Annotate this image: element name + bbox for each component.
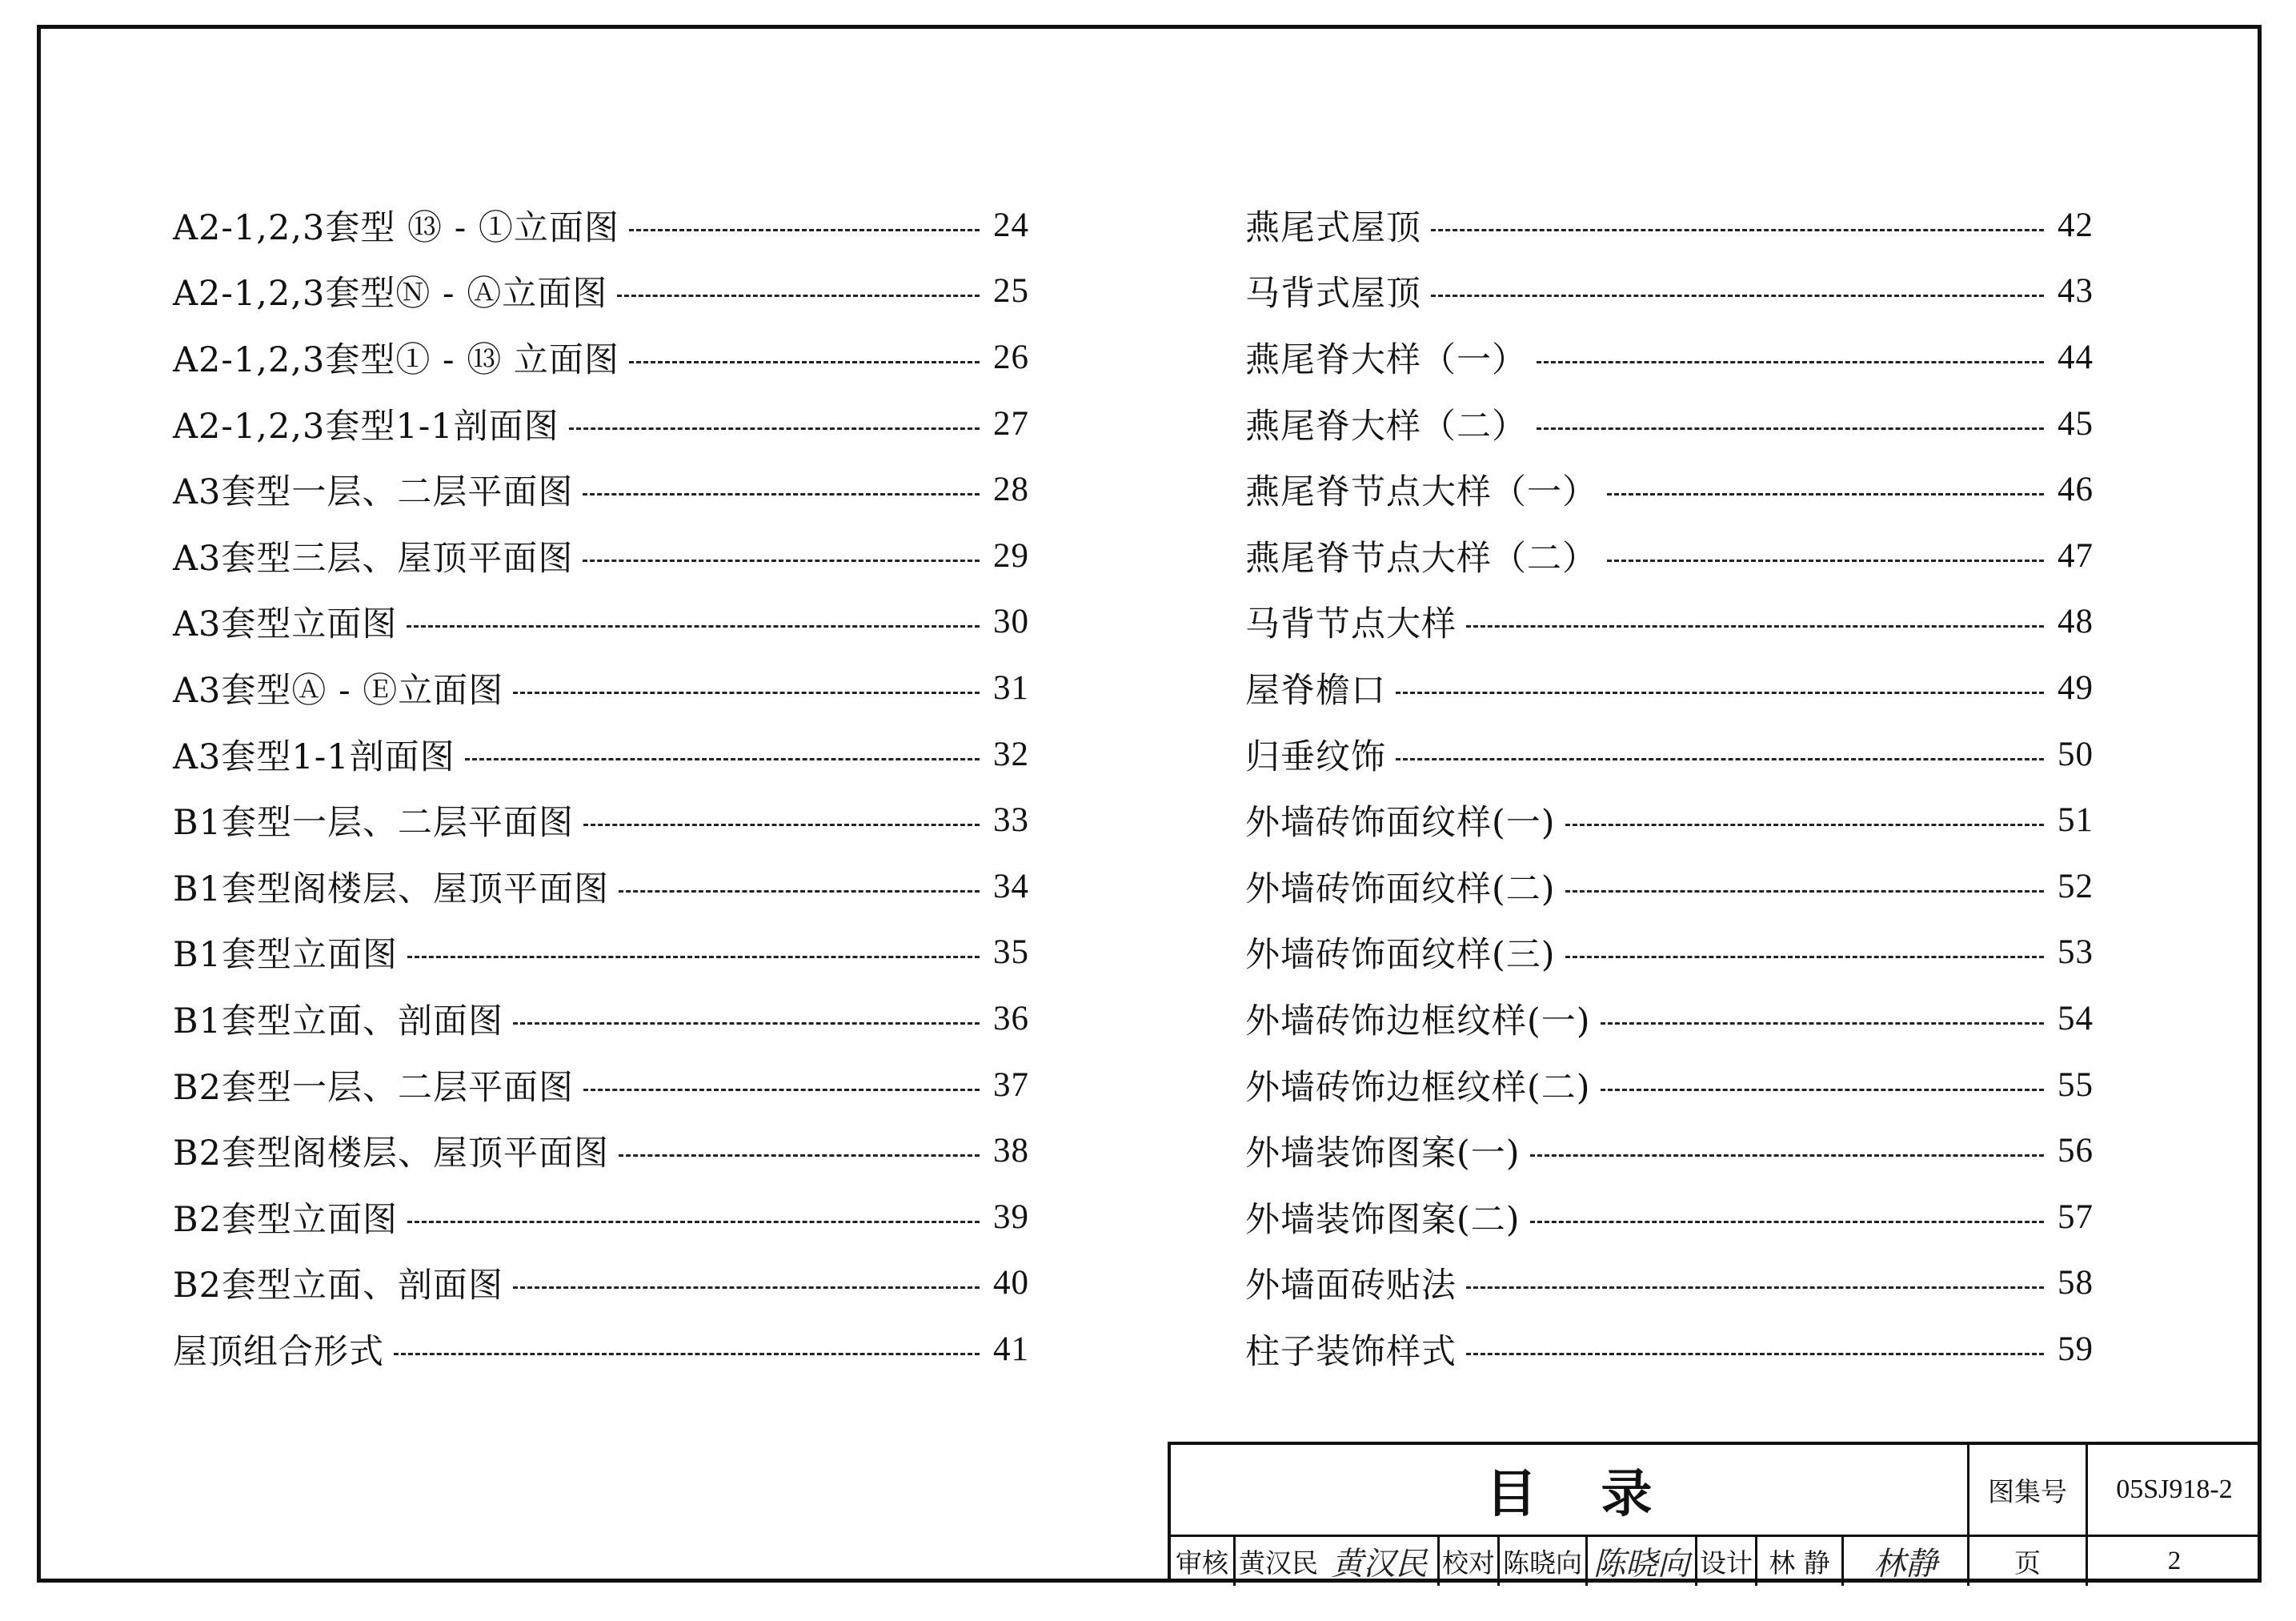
toc-entry-title: 燕尾式屋顶 (1245, 207, 1421, 248)
toc-leader-line (1537, 361, 2044, 363)
toc-right-column (1245, 192, 2094, 1382)
toc-leader-line (513, 1286, 980, 1289)
toc-entry-page: 41 (993, 1330, 1029, 1368)
toc-entry (1245, 1316, 2094, 1382)
toc-entry (1245, 721, 2094, 788)
toc-leader-line (465, 758, 980, 760)
toc-entry-title: 屋顶组合形式 (173, 1331, 384, 1372)
toc-entry (1245, 920, 2094, 986)
toc-entry (173, 655, 1029, 721)
title-block (1168, 1442, 2261, 1583)
toc-entry (173, 1250, 1029, 1317)
toc-entry (173, 523, 1029, 589)
toc-entry-title: 燕尾脊大样（一） (1245, 339, 1527, 380)
toc-leader-line (407, 1221, 980, 1223)
toc-entry-title: 归垂纹饰 (1245, 736, 1386, 777)
toc-entry (1245, 1117, 2094, 1184)
toc-entry (173, 787, 1029, 853)
toc-entry-title: 外墙面砖贴法 (1245, 1266, 1457, 1306)
toc-entry-title: B2套型一层、二层平面图 (173, 1067, 574, 1108)
toc-entry-page: 26 (993, 338, 1029, 376)
toc-entry-title: B2套型立面、剖面图 (173, 1266, 503, 1306)
toc-left-column (173, 192, 1029, 1382)
toc-entry (173, 192, 1029, 259)
check-label: 校对 (1442, 1547, 1495, 1579)
reviewer-signature: 黄汉民 (1331, 1546, 1428, 1583)
toc-entry (173, 1117, 1029, 1184)
toc-entry-title: 燕尾脊大样（二） (1245, 406, 1527, 447)
toc-entry-page: 38 (993, 1132, 1029, 1170)
checker-signature: 陈晓向 (1593, 1546, 1689, 1583)
toc-entry (173, 853, 1029, 920)
toc-entry-page: 56 (2058, 1132, 2094, 1170)
toc-entry-page: 51 (2058, 801, 2094, 840)
toc-entry-title: A2-1,2,3套型Ⓝ - Ⓐ立面图 (173, 274, 608, 315)
toc-leader-line (583, 493, 980, 496)
toc-entry (1245, 391, 2094, 457)
toc-entry (1245, 456, 2094, 523)
toc-leader-line (1396, 692, 2044, 694)
toc-entry-page: 59 (2058, 1330, 2094, 1368)
toc-entry-page: 28 (993, 471, 1029, 509)
toc-entry-page: 57 (2058, 1198, 2094, 1236)
toc-entry (1245, 1052, 2094, 1118)
toc-entry-title: 外墙砖饰边框纹样(二) (1245, 1067, 1591, 1108)
toc-leader-line (407, 625, 980, 628)
toc-leader-line (583, 560, 980, 562)
toc-entry-title: 外墙砖饰面纹样(三) (1245, 935, 1556, 976)
toc-entry-page: 32 (993, 735, 1029, 773)
toc-entry (173, 1316, 1029, 1382)
toc-entry-title: 外墙砖饰边框纹样(一) (1245, 1001, 1591, 1041)
toc-entry (173, 985, 1029, 1052)
toc-entry-title: A2-1,2,3套型 ⑬ - ①立面图 (173, 207, 619, 248)
reviewer-name: 黄汉民 (1239, 1547, 1318, 1579)
toc-entry-page: 46 (2058, 471, 2094, 509)
toc-leader-line (617, 295, 980, 297)
toc-entry-title: A3套型三层、屋顶平面图 (173, 538, 574, 579)
toc-entry-page: 36 (993, 999, 1029, 1037)
designer-signature: 林静 (1873, 1546, 1937, 1583)
toc-entry-page: 58 (2058, 1264, 2094, 1302)
toc-leader-line (629, 361, 980, 363)
toc-entry-title: 马背节点大样 (1245, 604, 1457, 645)
toc-leader-line (1530, 1154, 2044, 1157)
toc-leader-line (569, 427, 980, 430)
toc-entry-title: B1套型阁楼层、屋顶平面图 (173, 869, 609, 909)
toc-entry-page: 27 (993, 404, 1029, 443)
toc-entry-page: 25 (993, 272, 1029, 311)
toc-leader-line (619, 1154, 980, 1157)
toc-entry-title: B1套型立面、剖面图 (173, 1001, 503, 1041)
page-label: 页 (2014, 1547, 2041, 1579)
toc-entry-page: 31 (993, 668, 1029, 707)
toc-entry-title: 外墙砖饰面纹样(二) (1245, 869, 1556, 909)
toc-entry-page: 50 (2058, 735, 2094, 773)
toc-leader-line (1466, 1286, 2044, 1289)
toc-entry (173, 1184, 1029, 1250)
toc-entry-title: A2-1,2,3套型1-1剖面图 (173, 406, 559, 447)
toc-leader-line (513, 692, 980, 694)
toc-entry-title: A3套型Ⓐ - Ⓔ立面图 (173, 670, 504, 711)
toc-entry-title: B2套型立面图 (173, 1199, 398, 1240)
toc-leader-line (619, 890, 980, 893)
toc-entry (1245, 1184, 2094, 1250)
toc-leader-line (1537, 427, 2044, 430)
toc-leader-line (1431, 229, 2044, 231)
toc-entry-page: 24 (993, 206, 1029, 244)
toc-entry-title: 马背式屋顶 (1245, 274, 1421, 315)
toc-entry (1245, 589, 2094, 656)
toc-entry (1245, 1250, 2094, 1317)
toc-entry (173, 324, 1029, 391)
toc-entry-page: 49 (2058, 668, 2094, 707)
toc-entry-title: B1套型一层、二层平面图 (173, 803, 574, 844)
toc-entry-page: 30 (993, 603, 1029, 641)
toc-leader-line (583, 1089, 980, 1091)
designer-name: 林 静 (1769, 1547, 1830, 1579)
toc-entry-page: 33 (993, 801, 1029, 840)
toc-entry-title: A3套型立面图 (173, 604, 398, 645)
toc-entry-page: 34 (993, 867, 1029, 905)
toc-entry (173, 1052, 1029, 1118)
document-title: 目录 (1485, 1465, 1717, 1524)
toc-entry-page: 42 (2058, 206, 2094, 244)
toc-entry-page: 48 (2058, 603, 2094, 641)
page-number: 2 (2167, 1547, 2182, 1575)
toc-entry (1245, 523, 2094, 589)
toc-entry (173, 259, 1029, 325)
toc-leader-line (1565, 890, 2044, 893)
toc-entry-page: 53 (2058, 933, 2094, 972)
toc-entry-title: B1套型立面图 (173, 935, 398, 976)
toc-entry-page: 35 (993, 933, 1029, 972)
toc-leader-line (629, 229, 980, 231)
toc-entry (1245, 324, 2094, 391)
toc-entry-page: 39 (993, 1198, 1029, 1236)
toc-entry-page: 45 (2058, 404, 2094, 443)
toc-entry (173, 456, 1029, 523)
toc-entry-title: 燕尾脊节点大样（二） (1245, 538, 1597, 579)
toc-leader-line (1431, 295, 2044, 297)
checker-name: 陈晓向 (1503, 1547, 1582, 1579)
review-label: 审核 (1176, 1547, 1228, 1579)
toc-entry (173, 589, 1029, 656)
toc-entry (1245, 259, 2094, 325)
toc-entry-title: A2-1,2,3套型① - ⑬ 立面图 (173, 339, 619, 380)
toc-leader-line (1565, 956, 2044, 958)
toc-leader-line (1565, 824, 2044, 826)
toc-entry-page: 52 (2058, 867, 2094, 905)
title-cell (1171, 1445, 1969, 1535)
toc-entry-title: A3套型1-1剖面图 (173, 736, 455, 777)
toc-entry (1245, 192, 2094, 259)
toc-entry (173, 721, 1029, 788)
toc-entry-page: 47 (2058, 536, 2094, 575)
toc-entry-title: 外墙装饰图案(二) (1245, 1199, 1521, 1240)
toc-leader-line (583, 824, 980, 826)
toc-leader-line (1607, 493, 2044, 496)
toc-entry-title: B2套型阁楼层、屋顶平面图 (173, 1133, 609, 1174)
toc-entry-page: 29 (993, 536, 1029, 575)
toc-leader-line (1601, 1022, 2044, 1025)
toc-entry-page: 43 (2058, 272, 2094, 311)
atlas-label: 图集号 (1988, 1475, 2067, 1507)
toc-entry-title: 燕尾脊节点大样（一） (1245, 472, 1597, 513)
toc-entry (173, 391, 1029, 457)
atlas-number: 05SJ918-2 (2116, 1475, 2233, 1504)
toc-entry (1245, 985, 2094, 1052)
toc-entry-title: 外墙砖饰面纹样(一) (1245, 803, 1556, 844)
toc-leader-line (1466, 625, 2044, 628)
toc-leader-line (407, 956, 980, 958)
toc-entry (173, 920, 1029, 986)
toc-entry-page: 37 (993, 1065, 1029, 1104)
design-label: 设计 (1700, 1547, 1753, 1579)
toc-entry (1245, 853, 2094, 920)
toc-leader-line (1466, 1353, 2044, 1355)
toc-entry-page: 40 (993, 1264, 1029, 1302)
toc-entry-title: 外墙装饰图案(一) (1245, 1133, 1521, 1174)
toc-leader-line (1396, 758, 2044, 760)
toc-leader-line (394, 1353, 980, 1355)
toc-leader-line (1601, 1089, 2044, 1091)
toc-leader-line (1607, 560, 2044, 562)
toc-leader-line (513, 1022, 980, 1025)
toc-entry (1245, 787, 2094, 853)
toc-entry-page: 55 (2058, 1065, 2094, 1104)
toc-entry (1245, 655, 2094, 721)
toc-entry-title: 屋脊檐口 (1245, 670, 1386, 711)
toc-leader-line (1530, 1221, 2044, 1223)
toc-entry-page: 54 (2058, 999, 2094, 1037)
toc-entry-title: 柱子装饰样式 (1245, 1331, 1457, 1372)
toc-entry-page: 44 (2058, 338, 2094, 376)
toc-entry-title: A3套型一层、二层平面图 (173, 472, 574, 513)
